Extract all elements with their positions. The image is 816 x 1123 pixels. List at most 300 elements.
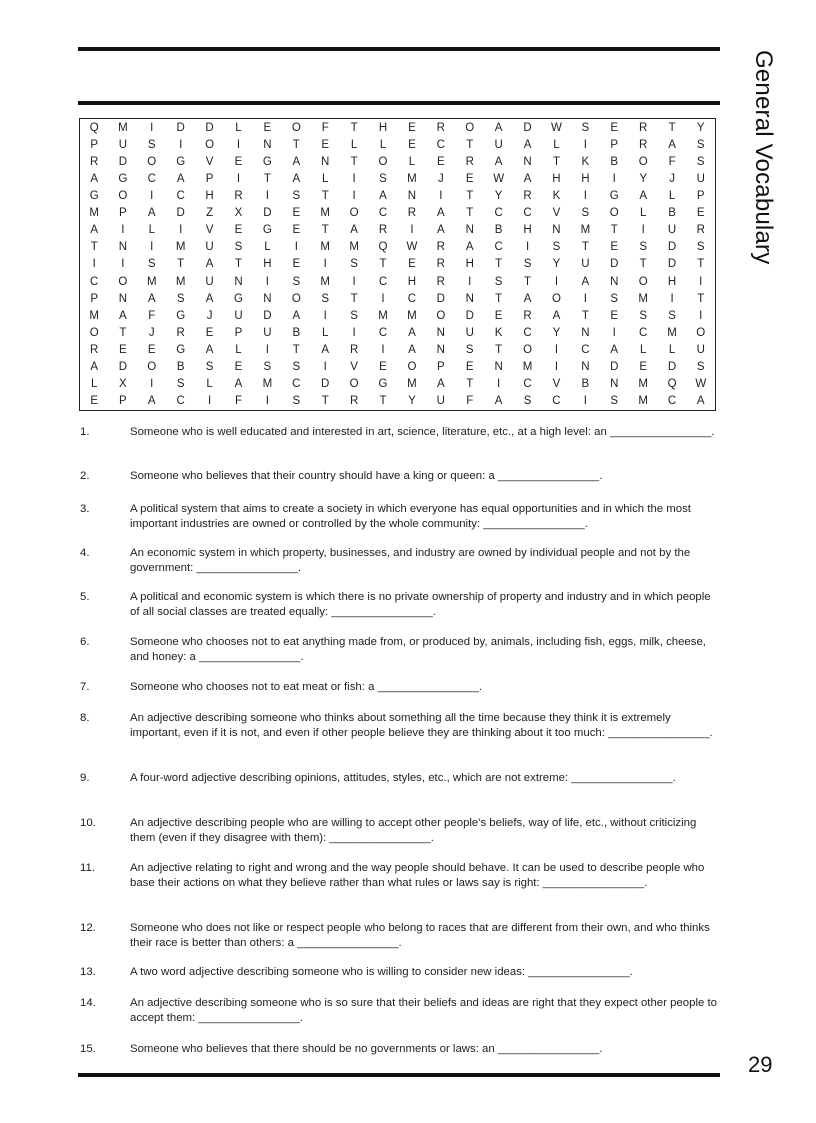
grid-letter[interactable]: A	[321, 344, 330, 356]
grid-letter[interactable]: I	[207, 395, 212, 408]
grid-letter[interactable]: I	[468, 275, 472, 288]
grid-letter[interactable]: T	[610, 224, 618, 237]
grid-letter[interactable]: O	[696, 326, 706, 339]
grid-letter[interactable]: O	[118, 190, 128, 203]
grid-letter[interactable]: B	[494, 224, 503, 237]
grid-letter[interactable]: A	[494, 121, 503, 134]
grid-letter[interactable]: S	[350, 258, 358, 271]
grid-letter[interactable]: G	[234, 292, 243, 305]
grid-letter[interactable]: R	[234, 190, 243, 203]
grid-letter[interactable]: E	[234, 155, 243, 168]
grid-letter[interactable]: I	[352, 326, 356, 339]
grid-letter[interactable]: D	[176, 207, 185, 220]
grid-letter[interactable]: T	[292, 138, 300, 151]
grid-letter[interactable]: I	[121, 258, 125, 271]
grid-letter[interactable]: M	[320, 241, 330, 254]
grid-letter[interactable]: N	[234, 275, 243, 288]
grid-letter[interactable]: P	[696, 190, 705, 203]
grid-letter[interactable]: C	[523, 326, 532, 339]
grid-letter[interactable]: S	[494, 275, 503, 288]
grid-letter[interactable]: S	[610, 292, 619, 305]
grid-letter[interactable]: L	[553, 138, 560, 151]
grid-letter[interactable]: E	[379, 361, 387, 374]
grid-letter[interactable]: D	[176, 121, 185, 134]
grid-letter[interactable]: T	[466, 207, 474, 220]
grid-letter[interactable]: G	[176, 155, 186, 168]
grid-letter[interactable]: N	[523, 155, 532, 168]
grid-letter[interactable]: E	[292, 224, 301, 237]
grid-letter[interactable]: U	[696, 172, 705, 185]
grid-letter[interactable]: A	[639, 190, 647, 203]
grid-letter[interactable]: C	[436, 138, 445, 151]
grid-letter[interactable]: E	[205, 326, 214, 339]
grid-letter[interactable]: I	[323, 309, 327, 322]
grid-letter[interactable]: Y	[552, 258, 561, 271]
grid-letter[interactable]: D	[118, 361, 128, 374]
grid-letter[interactable]: E	[696, 207, 705, 220]
grid-letter[interactable]: E	[147, 344, 156, 356]
grid-letter[interactable]: O	[349, 207, 359, 220]
grid-letter[interactable]: E	[639, 361, 647, 374]
grid-letter[interactable]: I	[150, 241, 154, 254]
grid-letter[interactable]: H	[378, 121, 388, 134]
grid-letter[interactable]: L	[639, 344, 647, 356]
grid-letter[interactable]: M	[407, 378, 417, 391]
grid-letter[interactable]: N	[118, 241, 128, 254]
grid-letter[interactable]: P	[610, 138, 619, 151]
grid-letter[interactable]: H	[552, 172, 561, 185]
grid-letter[interactable]: X	[234, 207, 243, 220]
grid-letter[interactable]: J	[148, 326, 155, 339]
grid-letter[interactable]: S	[321, 292, 330, 305]
grid-letter[interactable]: I	[236, 172, 241, 185]
grid-letter[interactable]: C	[407, 292, 417, 305]
grid-letter[interactable]: M	[89, 309, 99, 322]
grid-letter[interactable]: M	[407, 172, 417, 185]
grid-letter[interactable]: I	[352, 275, 356, 288]
grid-letter[interactable]: Y	[696, 121, 705, 134]
grid-letter[interactable]: M	[349, 241, 359, 254]
grid-letter[interactable]: T	[581, 241, 589, 254]
grid-letter[interactable]: S	[147, 258, 156, 271]
grid-letter[interactable]: A	[610, 344, 619, 356]
grid-letter[interactable]: S	[639, 309, 647, 322]
grid-letter[interactable]: J	[669, 172, 675, 185]
grid-letter[interactable]: A	[523, 292, 532, 305]
grid-letter[interactable]: C	[378, 275, 388, 288]
grid-letter[interactable]: O	[638, 155, 648, 168]
grid-letter[interactable]: I	[265, 395, 269, 408]
grid-letter[interactable]: U	[581, 258, 590, 271]
grid-letter[interactable]: I	[265, 344, 269, 356]
grid-letter[interactable]: S	[263, 361, 272, 374]
grid-letter[interactable]: I	[179, 138, 183, 151]
grid-letter[interactable]: F	[668, 155, 676, 168]
grid-letter[interactable]: I	[121, 224, 125, 237]
grid-letter[interactable]: S	[350, 309, 358, 322]
grid-letter[interactable]: I	[236, 138, 241, 151]
grid-letter[interactable]: O	[609, 207, 619, 220]
grid-letter[interactable]: E	[263, 121, 272, 134]
grid-letter[interactable]: E	[321, 138, 330, 151]
grid-letter[interactable]: E	[610, 241, 619, 254]
grid-letter[interactable]: T	[263, 172, 271, 185]
grid-letter[interactable]: T	[639, 258, 647, 271]
grid-letter[interactable]: Y	[494, 190, 503, 203]
grid-letter[interactable]: R	[436, 258, 445, 271]
grid-letter[interactable]: I	[294, 241, 298, 254]
grid-letter[interactable]: A	[408, 344, 416, 356]
grid-letter[interactable]: O	[436, 309, 446, 322]
grid-letter[interactable]: I	[612, 326, 616, 339]
grid-letter[interactable]: N	[263, 138, 272, 151]
grid-letter[interactable]: N	[610, 378, 619, 391]
grid-letter[interactable]: I	[179, 224, 183, 237]
grid-letter[interactable]: I	[583, 395, 587, 408]
grid-letter[interactable]: W	[551, 121, 562, 134]
grid-letter[interactable]: I	[439, 190, 443, 203]
grid-letter[interactable]: A	[90, 361, 99, 374]
grid-letter[interactable]: E	[408, 258, 416, 271]
grid-letter[interactable]: T	[379, 395, 387, 408]
grid-letter[interactable]: O	[147, 155, 157, 168]
grid-letter[interactable]: S	[379, 172, 387, 185]
grid-letter[interactable]: M	[89, 207, 99, 220]
grid-letter[interactable]: I	[583, 190, 587, 203]
grid-letter[interactable]: I	[150, 190, 154, 203]
grid-letter[interactable]: S	[696, 155, 705, 168]
grid-letter[interactable]: D	[667, 361, 677, 374]
grid-letter[interactable]: A	[205, 258, 214, 271]
grid-letter[interactable]: A	[90, 172, 99, 185]
grid-letter[interactable]: G	[89, 190, 99, 203]
grid-letter[interactable]: E	[436, 155, 445, 168]
grid-letter[interactable]: S	[292, 190, 301, 203]
grid-letter[interactable]: I	[150, 378, 154, 391]
grid-letter[interactable]: T	[234, 258, 242, 271]
grid-letter[interactable]: T	[321, 395, 329, 408]
grid-letter[interactable]: S	[292, 395, 301, 408]
grid-letter[interactable]: I	[554, 275, 559, 288]
grid-letter[interactable]: C	[552, 395, 561, 408]
grid-letter[interactable]: L	[668, 190, 676, 203]
grid-letter[interactable]: N	[407, 190, 417, 203]
grid-letter[interactable]: M	[638, 378, 648, 391]
grid-letter[interactable]: L	[322, 172, 329, 185]
grid-letter[interactable]: S	[639, 241, 647, 254]
grid-letter[interactable]: O	[551, 292, 561, 305]
grid-letter[interactable]: Q	[89, 121, 99, 134]
grid-letter[interactable]: P	[436, 361, 445, 374]
grid-letter[interactable]: S	[668, 309, 676, 322]
grid-letter[interactable]: L	[379, 138, 387, 151]
grid-letter[interactable]: S	[523, 258, 532, 271]
grid-letter[interactable]: S	[610, 395, 619, 408]
grid-letter[interactable]: T	[321, 224, 329, 237]
grid-letter[interactable]: S	[696, 138, 705, 151]
grid-letter[interactable]: I	[150, 121, 154, 134]
grid-letter[interactable]: O	[205, 138, 215, 151]
grid-letter[interactable]: I	[554, 361, 559, 374]
grid-letter[interactable]: K	[552, 190, 561, 203]
grid-letter[interactable]: L	[91, 378, 98, 391]
grid-letter[interactable]: R	[436, 241, 445, 254]
grid-letter[interactable]: M	[522, 361, 533, 374]
grid-letter[interactable]: T	[350, 292, 358, 305]
grid-letter[interactable]: T	[466, 378, 474, 391]
grid-letter[interactable]: E	[610, 309, 619, 322]
grid-letter[interactable]: R	[407, 207, 417, 220]
grid-letter[interactable]: U	[465, 326, 474, 339]
grid-letter[interactable]: P	[90, 138, 99, 151]
grid-letter[interactable]: D	[610, 258, 619, 271]
grid-letter[interactable]: E	[292, 207, 301, 220]
grid-letter[interactable]: M	[175, 241, 186, 254]
grid-letter[interactable]: T	[697, 292, 705, 305]
grid-letter[interactable]: A	[523, 138, 532, 151]
grid-letter[interactable]: A	[147, 395, 156, 408]
grid-letter[interactable]: I	[641, 224, 645, 237]
grid-letter[interactable]: S	[696, 241, 705, 254]
grid-letter[interactable]: O	[291, 292, 301, 305]
grid-letter[interactable]: S	[176, 378, 185, 391]
grid-letter[interactable]: A	[494, 395, 503, 408]
grid-letter[interactable]: C	[378, 326, 388, 339]
grid-letter[interactable]: U	[205, 275, 214, 288]
grid-letter[interactable]: O	[378, 155, 388, 168]
grid-letter[interactable]: N	[610, 275, 619, 288]
grid-letter[interactable]: E	[90, 395, 99, 408]
grid-letter[interactable]: R	[639, 121, 648, 134]
grid-letter[interactable]: N	[465, 224, 474, 237]
grid-letter[interactable]: R	[523, 309, 532, 322]
grid-letter[interactable]: T	[495, 258, 503, 271]
grid-letter[interactable]: C	[90, 275, 99, 288]
grid-letter[interactable]: R	[90, 155, 99, 168]
grid-letter[interactable]: Z	[206, 207, 214, 220]
grid-letter[interactable]: J	[437, 172, 444, 185]
grid-letter[interactable]: N	[263, 292, 272, 305]
grid-letter[interactable]: P	[234, 326, 243, 339]
grid-letter[interactable]: H	[205, 190, 214, 203]
grid-letter[interactable]: E	[610, 121, 619, 134]
grid-letter[interactable]: L	[235, 344, 242, 356]
grid-letter[interactable]: I	[554, 344, 559, 356]
grid-letter[interactable]: E	[234, 224, 243, 237]
grid-letter[interactable]: A	[436, 224, 445, 237]
grid-letter[interactable]: E	[408, 138, 416, 151]
grid-letter[interactable]: A	[494, 155, 503, 168]
grid-letter[interactable]: V	[552, 207, 561, 220]
grid-letter[interactable]: A	[292, 172, 301, 185]
grid-letter[interactable]: A	[205, 344, 214, 356]
grid-letter[interactable]: W	[406, 241, 418, 254]
grid-letter[interactable]: T	[697, 258, 705, 271]
grid-letter[interactable]: U	[667, 224, 677, 237]
grid-letter[interactable]: A	[465, 241, 474, 254]
grid-letter[interactable]: N	[581, 361, 590, 374]
grid-letter[interactable]: I	[670, 292, 674, 305]
grid-letter[interactable]: G	[118, 172, 128, 185]
grid-letter[interactable]: A	[147, 292, 156, 305]
grid-letter[interactable]: O	[407, 361, 417, 374]
grid-letter[interactable]: E	[494, 309, 503, 322]
grid-letter[interactable]: L	[350, 138, 358, 151]
grid-letter[interactable]: D	[436, 292, 445, 305]
grid-letter[interactable]: C	[292, 378, 301, 391]
grid-letter[interactable]: V	[205, 224, 214, 237]
grid-letter[interactable]: N	[465, 292, 474, 305]
grid-letter[interactable]: O	[147, 361, 157, 374]
grid-letter[interactable]: A	[668, 138, 676, 151]
grid-letter[interactable]: A	[147, 207, 156, 220]
grid-letter[interactable]: B	[176, 361, 185, 374]
grid-letter[interactable]: S	[581, 207, 590, 220]
grid-letter[interactable]: H	[263, 258, 272, 271]
grid-letter[interactable]: U	[118, 138, 128, 151]
grid-letter[interactable]: T	[552, 155, 560, 168]
grid-letter[interactable]: I	[583, 292, 587, 305]
grid-letter[interactable]: I	[497, 378, 501, 391]
grid-letter[interactable]: L	[206, 378, 213, 391]
grid-letter[interactable]: L	[264, 241, 271, 254]
grid-letter[interactable]: W	[695, 378, 707, 391]
grid-letter[interactable]: T	[495, 292, 503, 305]
grid-letter[interactable]: I	[323, 361, 327, 374]
grid-letter[interactable]: P	[205, 172, 214, 185]
grid-letter[interactable]: D	[610, 361, 619, 374]
grid-letter[interactable]: M	[378, 309, 388, 322]
grid-letter[interactable]: O	[465, 121, 475, 134]
grid-letter[interactable]: T	[466, 190, 474, 203]
grid-letter[interactable]: A	[436, 207, 445, 220]
grid-letter[interactable]: R	[176, 326, 185, 339]
grid-letter[interactable]: M	[320, 207, 330, 220]
grid-letter[interactable]: O	[118, 275, 128, 288]
grid-letter[interactable]: C	[378, 207, 388, 220]
grid-letter[interactable]: A	[90, 224, 99, 237]
grid-letter[interactable]: N	[436, 344, 445, 356]
grid-letter[interactable]: Q	[667, 378, 677, 391]
grid-letter[interactable]: R	[90, 344, 99, 356]
grid-letter[interactable]: E	[234, 361, 243, 374]
grid-letter[interactable]: I	[352, 172, 356, 185]
grid-letter[interactable]: T	[581, 309, 589, 322]
grid-letter[interactable]: T	[350, 121, 358, 134]
grid-letter[interactable]: D	[465, 309, 474, 322]
grid-letter[interactable]: A	[581, 275, 590, 288]
grid-letter[interactable]: D	[205, 121, 214, 134]
grid-letter[interactable]: D	[321, 378, 330, 391]
grid-letter[interactable]: R	[696, 224, 705, 237]
grid-letter[interactable]: S	[465, 344, 474, 356]
grid-letter[interactable]: M	[638, 395, 648, 408]
grid-letter[interactable]: J	[206, 309, 213, 322]
grid-letter[interactable]: L	[148, 224, 155, 237]
grid-letter[interactable]: I	[92, 258, 96, 271]
grid-letter[interactable]: T	[495, 344, 503, 356]
grid-letter[interactable]: T	[524, 275, 532, 288]
grid-letter[interactable]: T	[321, 190, 329, 203]
grid-letter[interactable]: S	[234, 241, 243, 254]
grid-letter[interactable]: A	[292, 309, 301, 322]
grid-letter[interactable]: G	[176, 309, 186, 322]
grid-letter[interactable]: M	[118, 121, 128, 134]
grid-letter[interactable]: K	[494, 326, 503, 339]
grid-letter[interactable]: A	[379, 190, 387, 203]
grid-letter[interactable]: A	[696, 395, 705, 408]
grid-letter[interactable]: M	[580, 224, 591, 237]
grid-letter[interactable]: S	[523, 395, 532, 408]
grid-letter[interactable]: N	[436, 326, 445, 339]
grid-letter[interactable]: T	[292, 344, 300, 356]
grid-letter[interactable]: F	[466, 395, 474, 408]
grid-letter[interactable]: M	[262, 378, 273, 391]
grid-letter[interactable]: B	[668, 207, 676, 220]
grid-letter[interactable]: H	[407, 275, 417, 288]
grid-letter[interactable]: I	[352, 190, 356, 203]
grid-letter[interactable]: C	[639, 326, 648, 339]
grid-letter[interactable]: G	[378, 378, 388, 391]
grid-letter[interactable]: O	[89, 326, 99, 339]
grid-letter[interactable]: M	[175, 275, 186, 288]
grid-letter[interactable]: S	[552, 241, 561, 254]
grid-letter[interactable]: I	[583, 138, 587, 151]
grid-letter[interactable]: C	[494, 207, 503, 220]
grid-letter[interactable]: I	[265, 275, 269, 288]
grid-letter[interactable]: I	[525, 241, 530, 254]
grid-letter[interactable]: R	[639, 138, 648, 151]
grid-letter[interactable]: X	[119, 378, 127, 391]
grid-letter[interactable]: C	[523, 207, 532, 220]
grid-letter[interactable]: R	[436, 121, 445, 134]
grid-letter[interactable]: U	[205, 241, 214, 254]
grid-letter[interactable]: T	[177, 258, 185, 271]
grid-letter[interactable]: L	[322, 326, 329, 339]
grid-letter[interactable]: N	[494, 361, 503, 374]
grid-letter[interactable]: I	[265, 190, 269, 203]
grid-letter[interactable]: A	[205, 292, 214, 305]
grid-letter[interactable]: P	[119, 395, 127, 408]
grid-letter[interactable]: K	[581, 155, 590, 168]
grid-letter[interactable]: E	[408, 121, 416, 134]
grid-letter[interactable]: U	[696, 344, 705, 356]
grid-letter[interactable]: R	[349, 344, 359, 356]
grid-letter[interactable]: I	[699, 309, 703, 322]
grid-letter[interactable]: S	[292, 275, 301, 288]
grid-letter[interactable]: T	[379, 258, 387, 271]
grid-letter[interactable]: B	[292, 326, 301, 339]
grid-letter[interactable]: M	[146, 275, 157, 288]
grid-letter[interactable]: A	[292, 155, 301, 168]
grid-letter[interactable]: R	[465, 155, 474, 168]
grid-letter[interactable]: A	[408, 326, 416, 339]
grid-letter[interactable]: O	[291, 121, 301, 134]
grid-letter[interactable]: C	[494, 241, 503, 254]
grid-letter[interactable]: M	[667, 326, 677, 339]
grid-letter[interactable]: P	[119, 207, 127, 220]
grid-letter[interactable]: C	[176, 190, 185, 203]
grid-letter[interactable]: Q	[378, 241, 388, 254]
grid-letter[interactable]: U	[494, 138, 503, 151]
grid-letter[interactable]: E	[465, 172, 474, 185]
grid-letter[interactable]: M	[407, 309, 417, 322]
grid-letter[interactable]: R	[436, 275, 445, 288]
grid-letter[interactable]: F	[321, 121, 329, 134]
grid-letter[interactable]: C	[147, 172, 156, 185]
grid-letter[interactable]: F	[234, 395, 242, 408]
grid-letter[interactable]: B	[610, 155, 619, 168]
